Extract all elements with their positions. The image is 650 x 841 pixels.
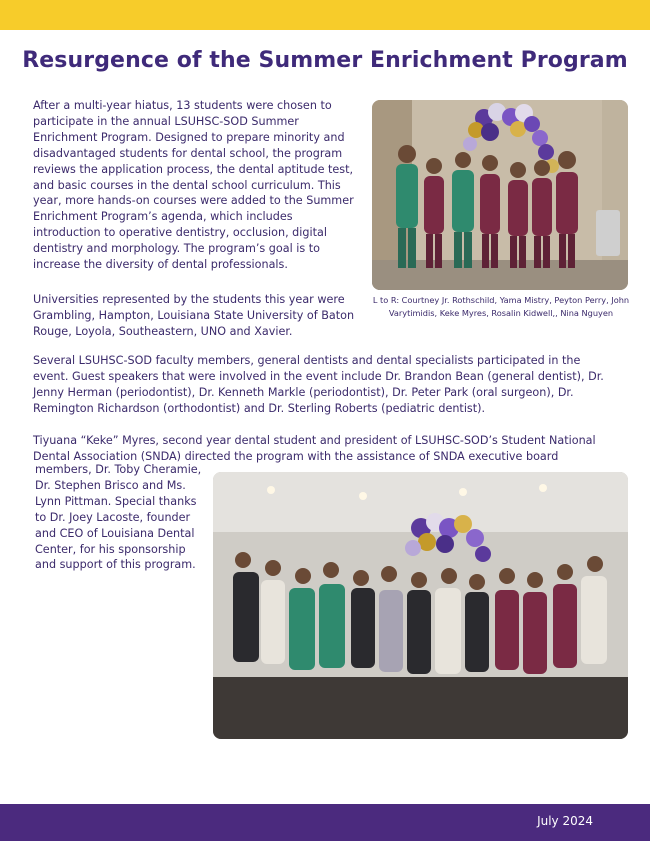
photo-caption: L to R: Courtney Jr. Rothschild, Yama Mistry, Peyton Perry, John Varytimidis, Keke Myres, Rosalin Kidwell,, Nina Nguyen [372, 295, 630, 318]
thanks-paragraph: members, Dr. Toby Cheramie, Dr. Stephen Brisco and Ms. Lynn Pittman. Special thanks to Dr. Joey Lacoste, founder and CEO of Louisiana Dental Center, for his sponsorship and support of this program. [35, 463, 202, 572]
speakers-paragraph: Several LSUHSC-SOD faculty members, general dentists and dental specialists participated in the event. Guest speakers that were involved in the event include Dr. Brandon Bean (general dentist), Dr. Jenny Herman (periodontist), Dr. Kenneth Markle (periodontist), Dr. Peter Park (oral surgeon), Dr. Remington Richardson (orthodontist) and Dr. Sterling Roberts (pediatric dentist). [33, 354, 604, 415]
universities-paragraph: Universities represented by the students this year were Grambling, Hampton, Louisiana State University of Baton Rouge, Loyola, Southeastern, UNO and Xavier. [33, 293, 355, 338]
group-photo-students [372, 100, 628, 290]
footer-date: July 2024 [537, 814, 593, 828]
page-title: Resurgence of the Summer Enrichment Program [22, 48, 628, 73]
director-paragraph: Tiyuana “Keke” Myres, second year dental student and president of LSUHSC-SOD’s Student National Dental Association (SNDA) directed the program with the assistance of SNDA executive board [33, 434, 596, 463]
intro-paragraph: After a multi-year hiatus, 13 students were chosen to participate in the annual LSUHSC-SOD Summer Enrichment Program. Designed to prepare minority and disadvantaged students for dental school, the program reviews the application process, the dental aptitude test, and basic courses in the dental school curriculum. This year, more hands-on courses were added to the Summer Enrichment Program’s agenda, which includes introduction to operative dentistry, occlusion, digital dentistry and morphology. The program’s goal is to increase the diversity of dental professionals. [33, 99, 354, 272]
group-photo-event [213, 472, 628, 739]
top-accent-bar [0, 0, 650, 30]
bottom-footer-bar [0, 804, 650, 841]
